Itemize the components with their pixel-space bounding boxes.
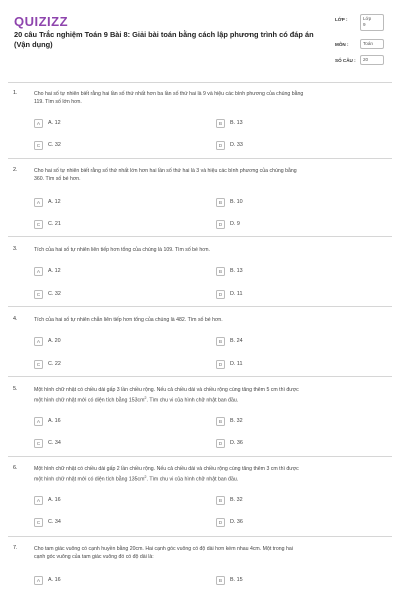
option-letter-box: D: [216, 290, 225, 299]
question-text-line: Tích của hai số tự nhiên liên tiếp hơn tổng của chúng là 109. Tìm số bé hơn.: [34, 247, 210, 253]
option-text: C. 34: [48, 519, 61, 525]
question-number: 4.: [13, 316, 18, 322]
option-text: A. 20: [48, 338, 61, 344]
option-letter-box: B: [216, 496, 225, 505]
option-letter-box: C: [34, 360, 43, 369]
option-letter-box: C: [34, 439, 43, 448]
option-text: A. 12: [48, 199, 61, 205]
option-text: B. 10: [230, 199, 243, 205]
option-text: C. 32: [48, 291, 61, 297]
question-text-line: [34, 473, 386, 484]
option-b[interactable]: [216, 266, 366, 278]
worksheet-title: 20 câu Trắc nghiệm Toán 9 Bài 8: Giải bài toán bằng cách lập phương trình có đáp án (Vận dụng): [14, 30, 314, 49]
question-number: 1.: [13, 90, 18, 96]
option-a[interactable]: [34, 336, 184, 348]
question-divider: [8, 306, 392, 307]
option-letter-box: D: [216, 439, 225, 448]
option-b[interactable]: [216, 575, 366, 587]
question-text-line: cạnh góc vuông của tam giác vuông đó có độ dài là:: [34, 554, 154, 561]
option-text: B. 13: [230, 268, 243, 274]
question-number: 6.: [13, 465, 18, 471]
question-text-line: Tích của hai số tự nhiên chẵn liên tiếp hơn tổng của chúng là 482. Tìm số bé hơn.: [34, 317, 223, 323]
option-letter-box: D: [216, 360, 225, 369]
class-value-line1: Lớp: [363, 16, 372, 21]
option-letter-box: A: [34, 496, 43, 505]
option-letter-box: A: [34, 119, 43, 128]
option-text: B. 24: [230, 338, 243, 344]
option-text: B. 13: [230, 120, 243, 126]
worksheet-header: [0, 0, 400, 70]
option-d[interactable]: [216, 438, 366, 450]
option-letter-box: D: [216, 518, 225, 527]
option-d[interactable]: [216, 289, 366, 301]
count-label: SỐ CÂU :: [335, 58, 356, 63]
question-text: [34, 545, 386, 561]
option-c[interactable]: [34, 140, 184, 152]
option-a[interactable]: [34, 495, 184, 507]
question-divider: [8, 376, 392, 377]
option-text: B. 32: [230, 497, 243, 503]
option-letter-box: C: [34, 220, 43, 229]
option-text: D. 33: [230, 142, 243, 148]
option-text: D. 36: [230, 440, 243, 446]
question-text-line: Cho hai số tự nhiên biết rằng số thứ nhất lớn hơn hai lần số thứ hai là 3 và hiệu các bình phương của chúng bằng: [34, 168, 297, 174]
option-b[interactable]: [216, 495, 366, 507]
quizizz-logo: QUIZIZZ: [14, 14, 69, 29]
question-number: 5.: [13, 386, 18, 392]
option-letter-box: D: [216, 220, 225, 229]
option-text: D. 11: [230, 361, 243, 367]
option-d[interactable]: [216, 359, 366, 371]
option-text: A. 16: [48, 497, 61, 503]
option-d[interactable]: [216, 140, 366, 152]
subject-value: Toán: [360, 39, 384, 49]
question-text: [34, 316, 386, 324]
option-text: D. 9: [230, 221, 240, 227]
subject-label: MÔN :: [335, 42, 349, 47]
question-divider: [8, 456, 392, 457]
option-b[interactable]: [216, 118, 366, 130]
option-a[interactable]: [34, 575, 184, 587]
option-text: C. 32: [48, 142, 61, 148]
option-letter-box: B: [216, 576, 225, 585]
question-text-line: Một hình chữ nhật có chiều dài gấp 3 lần chiều rộng. Nếu cả chiều dài và chiều rộng cùng tăng thêm 5 cm thì được: [34, 387, 299, 393]
question-text: [34, 90, 386, 106]
option-c[interactable]: [34, 517, 184, 529]
option-d[interactable]: [216, 517, 366, 529]
option-a[interactable]: [34, 197, 184, 209]
option-text: A. 16: [48, 577, 61, 583]
question-divider: [8, 536, 392, 537]
question-text-part: . Tìm chu vi của hình chữ nhật ban đầu.: [146, 476, 239, 483]
question-text: [34, 167, 386, 183]
option-c[interactable]: [34, 219, 184, 231]
question-text: [34, 465, 386, 484]
question-text-line: Một hình chữ nhật có chiều dài gấp 2 lần chiều rộng. Nếu cả chiều dài và chiều rộng cùng tăng thêm 3 cm thì được: [34, 466, 299, 472]
question-text-line: Cho tam giác vuông có cạnh huyền bằng 20cm. Hai cạnh góc vuông có độ dài hơn kém nhau 4cm. Một trong hai: [34, 546, 293, 552]
option-text: D. 11: [230, 291, 243, 297]
option-text: B. 15: [230, 577, 243, 583]
option-d[interactable]: [216, 219, 366, 231]
question-text-line: Cho hai số tự nhiên biết rằng hai lần số thứ nhất hơn ba lần số thứ hai là 9 và hiệu các bình phương của chúng bằng: [34, 91, 304, 97]
option-c[interactable]: [34, 289, 184, 301]
option-a[interactable]: [34, 118, 184, 130]
option-text: D. 36: [230, 519, 243, 525]
class-value-box: [360, 14, 384, 31]
option-text: B. 32: [230, 418, 243, 424]
option-letter-box: C: [34, 290, 43, 299]
option-b[interactable]: [216, 416, 366, 428]
option-letter-box: C: [34, 141, 43, 150]
option-letter-box: A: [34, 576, 43, 585]
option-letter-box: A: [34, 198, 43, 207]
question-text-part: . Tìm chu vi của hình chữ nhật ban đầu.: [146, 397, 239, 404]
option-text: A. 12: [48, 268, 61, 274]
class-value-line2: 9: [363, 22, 366, 27]
question-text: [34, 386, 386, 405]
question-number: 3.: [13, 246, 18, 252]
question-text-line: 360. Tìm số bé hơn.: [34, 176, 81, 183]
option-letter-box: B: [216, 337, 225, 346]
option-c[interactable]: [34, 359, 184, 371]
option-letter-box: D: [216, 141, 225, 150]
option-b[interactable]: [216, 197, 366, 209]
option-text: C. 22: [48, 361, 61, 367]
question-text: [34, 246, 386, 254]
option-a[interactable]: [34, 416, 184, 428]
count-value: 20: [360, 55, 384, 65]
header-divider: [8, 82, 392, 83]
question-number: 2.: [13, 167, 18, 173]
option-letter-box: B: [216, 119, 225, 128]
option-a[interactable]: [34, 266, 184, 278]
option-letter-box: C: [34, 518, 43, 527]
option-letter-box: A: [34, 337, 43, 346]
question-text-line: 119. Tìm số lớn hơn.: [34, 99, 82, 106]
question-number: 7.: [13, 545, 18, 551]
question-text-part: một hình chữ nhật mới có diện tích bằng 153cm: [34, 397, 145, 404]
superscript: 2: [144, 475, 147, 480]
class-label: LỚP :: [335, 17, 348, 22]
option-text: A. 16: [48, 418, 61, 424]
option-text: C. 34: [48, 440, 61, 446]
option-text: A. 12: [48, 120, 61, 126]
option-c[interactable]: [34, 438, 184, 450]
superscript: 2: [144, 396, 147, 401]
question-text-part: một hình chữ nhật mới có diện tích bằng 135cm: [34, 476, 145, 483]
option-b[interactable]: [216, 336, 366, 348]
question-divider: [8, 236, 392, 237]
question-divider: [8, 158, 392, 159]
question-text-line: [34, 394, 386, 405]
option-text: C. 21: [48, 221, 61, 227]
option-letter-box: A: [34, 417, 43, 426]
option-letter-box: B: [216, 417, 225, 426]
option-letter-box: B: [216, 267, 225, 276]
option-letter-box: A: [34, 267, 43, 276]
option-letter-box: B: [216, 198, 225, 207]
